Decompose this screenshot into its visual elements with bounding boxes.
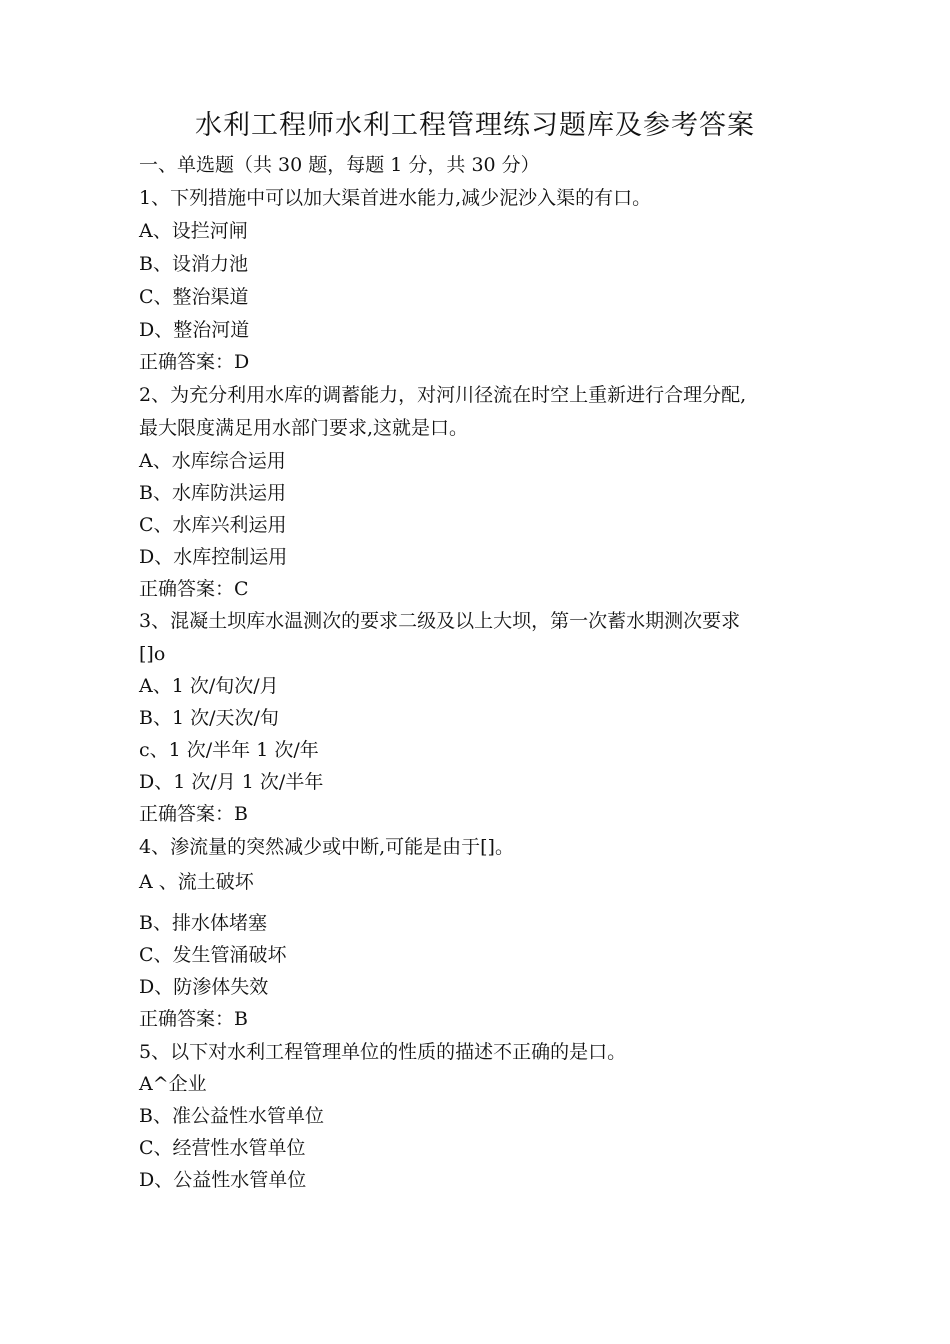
option-d: D、1 次/月 1 次/半年 [139,771,324,793]
option-b: B、1 次/天次/旬 [139,707,279,729]
option-a: A 、流土破坏 [139,871,254,893]
option-d: D、防渗体失效 [139,976,269,998]
question-stem: 4、渗流量的突然减少或中断,可能是由于[]。 [139,836,514,858]
correct-answer: 正确答案：B [139,803,248,825]
option-c: C、水库兴利运用 [139,514,287,536]
section-heading: 一、单选题（共 30 题，每题 1 分，共 30 分） [139,154,540,176]
option-b: B、水库防洪运用 [139,482,286,504]
option-a: A、1 次/旬次/月 [139,675,279,697]
document-title: 水利工程师水利工程管理练习题库及参考答案 [195,110,755,141]
option-a: A、设拦河闸 [139,220,248,242]
option-d: D、水库控制运用 [139,546,288,568]
question-stem-continued: 最大限度满足用水部门要求,这就是口。 [139,417,469,439]
option-a: A、水库综合运用 [139,450,286,472]
question-stem-continued: []o [139,643,166,665]
correct-answer: 正确答案：D [139,351,250,373]
correct-answer: 正确答案：C [139,578,249,600]
option-c: C、整治渠道 [139,286,249,308]
question-stem: 1、下列措施中可以加大渠首进水能力,减少泥沙入渠的有口。 [139,187,652,209]
question-stem: 2、为充分利用水库的调蓄能力，对河川径流在时空上重新进行合理分配, [139,384,747,406]
question-stem: 3、混凝土坝库水温测次的要求二级及以上大坝，第一次蓄水期测次要求 [139,610,741,632]
option-d: D、整治河道 [139,319,250,341]
option-b: B、排水体堵塞 [139,912,267,934]
option-c: c、1 次/半年 1 次/年 [139,739,319,761]
option-a: A^企业 [139,1073,207,1095]
option-b: B、设消力池 [139,253,248,275]
option-c: C、发生管涌破坏 [139,944,287,966]
question-stem: 5、以下对水利工程管理单位的性质的描述不正确的是口。 [139,1041,627,1063]
correct-answer: 正确答案：B [139,1008,248,1030]
option-b: B、准公益性水管单位 [139,1105,324,1127]
option-d: D、公益性水管单位 [139,1169,307,1191]
option-c: C、经营性水管单位 [139,1137,306,1159]
